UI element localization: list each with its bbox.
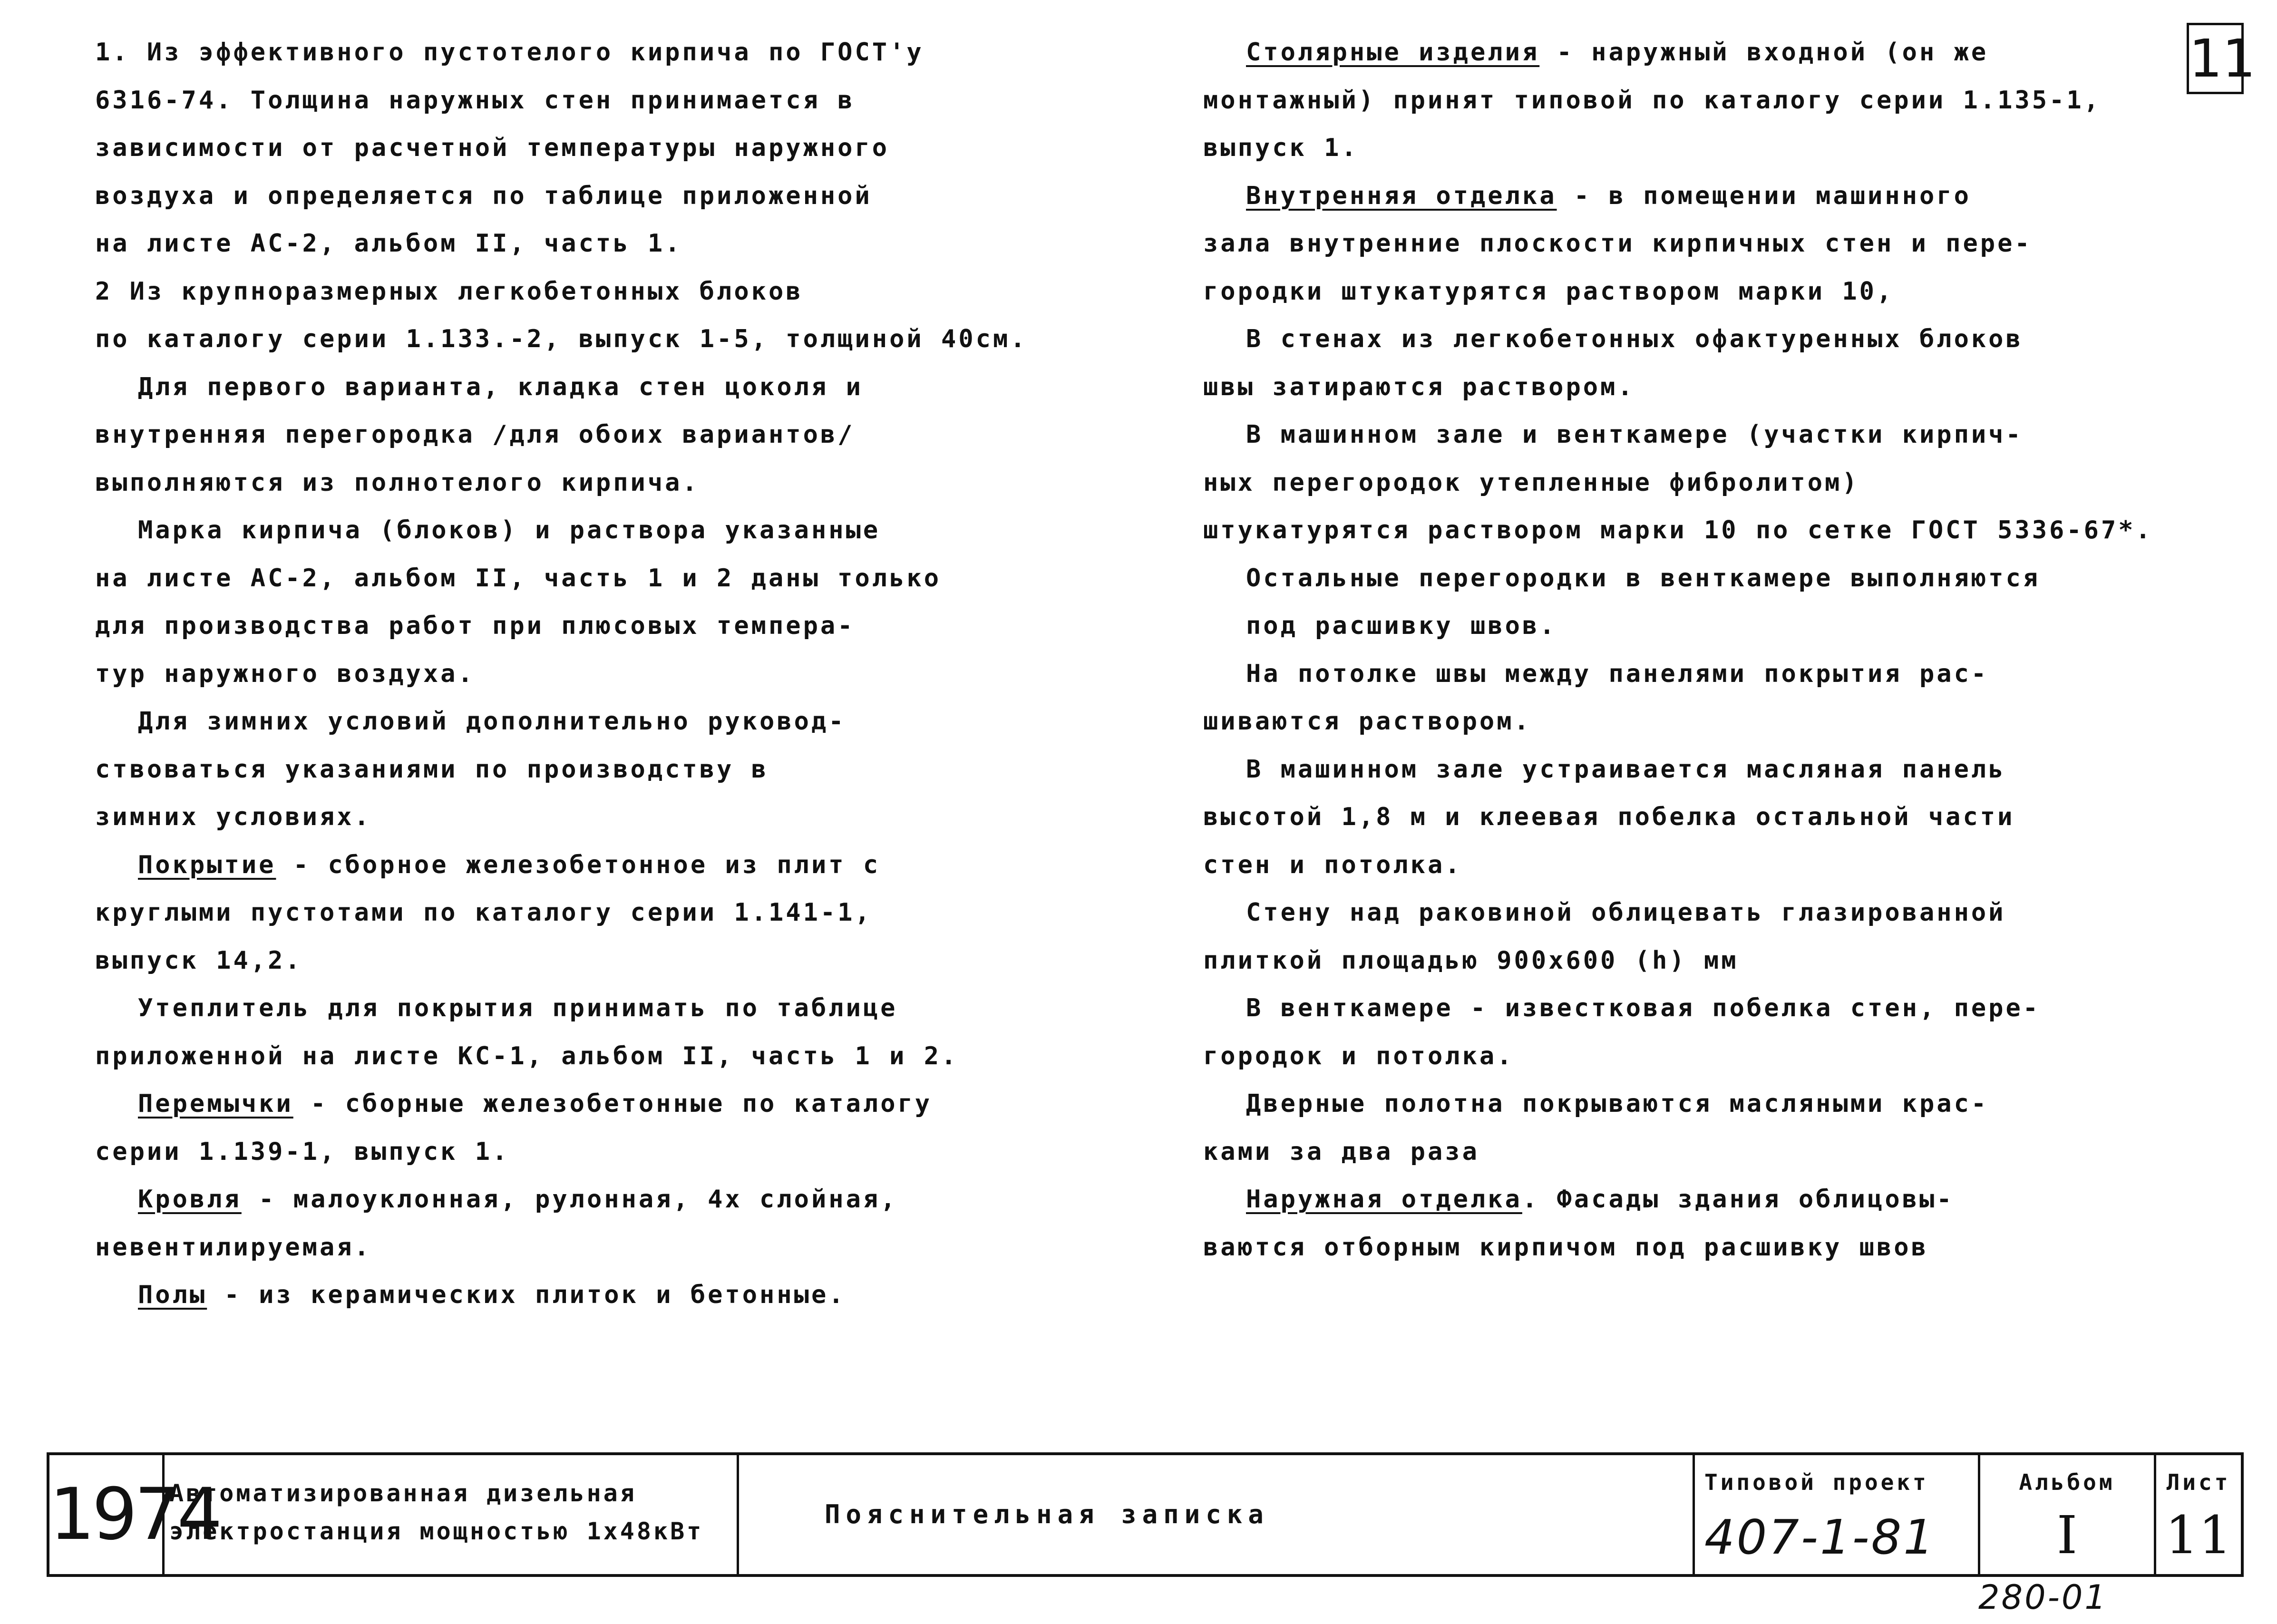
text-line [95,1224,1118,1272]
title-block-year: 1974 [49,1455,165,1574]
line-text: монтажный) принят типовой по каталогу серии 1.135-1, [1203,86,2101,115]
section-heading: Внутренняя отделка [1246,181,1557,210]
line-text: - наружный входной (он же [1539,38,1989,67]
right-text-column [1203,29,2207,1271]
text-line [1203,793,2207,841]
text-line [95,1176,1118,1224]
text-line [95,1271,1118,1319]
line-text: высотой 1,8 м и клеевая побелка остальной части [1203,803,2015,831]
line-text: В стенах из легкобетонных офактуренных блоков [1246,325,2023,353]
line-text: Стену над раковиной облицевать глазированной [1246,898,2006,927]
text-line [95,506,1118,554]
line-text: воздуха и определяется по таблице приложенной [95,181,872,210]
text-line [95,650,1118,698]
line-text: круглыми пустотами по каталогу серии 1.141-1, [95,898,872,927]
line-text: штукатурятся раствором марки 10 по сетке ГОСТ 5336-67*. [1203,516,2153,545]
text-line [1203,29,2207,77]
text-line [95,411,1118,459]
text-line [95,1032,1118,1080]
text-line [1203,363,2207,411]
text-line [95,1128,1118,1176]
description-line-2: электростанция мощностью 1х48кВт [169,1517,704,1545]
text-line [1203,315,2207,363]
line-text: на листе АС-2, альбом II, часть 1 и 2 даны только [95,564,942,593]
text-line [95,984,1118,1032]
document-title: Пояснительная записка [825,1499,1269,1529]
line-text: В машинном зале устраивается масляная панель [1246,755,2006,784]
text-line [1203,698,2207,746]
text-line [95,459,1118,507]
line-text: 6316-74. Толщина наружных стен принимается в [95,86,855,115]
text-line [1203,1176,2207,1224]
text-line [1203,411,2207,459]
text-line [95,793,1118,841]
title-block [47,1452,2244,1577]
text-line [95,937,1118,985]
text-line [1203,506,2207,554]
text-line [1203,172,2207,220]
line-text: швы затираются раствором. [1203,372,1635,401]
text-line [1203,77,2207,125]
line-text: ных перегородок утепленные фибролитом) [1203,468,1859,497]
line-text: серии 1.139-1, выпуск 1. [95,1137,510,1166]
text-line [1203,554,2207,603]
title-block-document-title [739,1455,1695,1574]
text-line [1203,459,2207,507]
line-text: приложенной на листе КС-1, альбом II, часть 1 и 2. [95,1041,959,1070]
text-line [95,1080,1118,1128]
text-line [1203,937,2207,985]
line-text: городки штукатурятся раствором марки 10, [1203,277,1894,306]
line-text: на листе АС-2, альбом II, часть 1. [95,229,682,258]
line-text: городок и потолка. [1203,1041,1514,1070]
line-text: Марка кирпича (блоков) и раствора указанные [138,516,881,545]
archive-number: 280-01 [1978,1578,2108,1617]
section-heading: Наружная отделка [1246,1185,1522,1214]
text-line [95,554,1118,603]
line-text: зависимости от расчетной температуры наружного [95,134,890,162]
text-line [1203,220,2207,268]
project-label: Типовой проект [1704,1469,1929,1495]
line-text: для производства работ при плюсовых темпера- [95,612,855,640]
line-text: - сборные железобетонные по каталогу [293,1089,933,1118]
line-text: Дверные полотна покрываются масляными крас- [1246,1089,1989,1118]
text-line [95,841,1118,889]
project-number: 407-1-81 [1704,1509,1936,1565]
text-line [95,220,1118,268]
text-line [1203,650,2207,698]
text-line [1203,841,2207,889]
section-heading: Кровля [138,1185,242,1214]
line-text: 1. Из эффективного пустотелого кирпича по ГОСТ'у [95,38,924,67]
sheet-label: Лист [2166,1469,2231,1495]
text-line [1203,1080,2207,1128]
line-text: Для первого варианта, кладка стен цоколя и [138,372,863,401]
line-text: по каталогу серии 1.133.-2, выпуск 1-5, толщиной 40см. [95,325,1028,353]
line-text: невентилируемая. [95,1233,371,1262]
left-text-column [95,29,1118,1319]
section-heading: Столярные изделия [1246,38,1540,67]
title-block-project [1695,1455,1980,1574]
line-text: - из керамических плиток и бетонные. [207,1281,846,1309]
description-line-1: Автоматизированная дизельная [169,1479,637,1507]
line-text: ваются отборным кирпичом под расшивку швов [1203,1233,1928,1262]
text-line [1203,602,2207,650]
text-line [95,363,1118,411]
text-line [95,124,1118,172]
text-line [1203,984,2207,1032]
text-line [1203,268,2207,316]
line-text: Утеплитель для покрытия принимать по таблице [138,994,898,1022]
text-line [95,698,1118,746]
text-line [1203,1224,2207,1272]
text-line [95,602,1118,650]
line-text: тур наружного воздуха. [95,659,475,688]
text-line [1203,1128,2207,1176]
line-text: выпуск 14,2. [95,946,302,975]
sheet-number-corner: 11 [2187,23,2244,94]
title-block-description [165,1455,739,1574]
line-text: На потолке швы между панелями покрытия рас- [1246,659,1989,688]
text-line [95,29,1118,77]
text-line [1203,889,2207,937]
line-text: В машинном зале и венткамере (участки кирпич- [1246,420,2023,449]
text-line [95,889,1118,937]
line-text: выпуск 1. [1203,134,1359,162]
line-text: Остальные перегородки в венткамере выполняются [1246,564,2041,593]
line-text: стен и потолка. [1203,850,1462,879]
title-block-sheet [2156,1455,2241,1574]
section-heading: Покрытие [138,850,276,879]
line-text: 2 Из крупноразмерных легкобетонных блоков [95,277,803,306]
text-line [1203,124,2207,172]
line-text: ствоваться указаниями по производству в [95,755,769,784]
text-line [95,746,1118,794]
line-text: зала внутренние плоскости кирпичных стен и пере- [1203,229,2032,258]
line-text: под расшивку швов. [1246,612,1557,640]
sheet-value: 11 [2165,1505,2232,1566]
text-line [95,77,1118,125]
section-heading: Перемычки [138,1089,293,1118]
text-line [95,268,1118,316]
text-line [1203,1032,2207,1080]
line-text: . Фасады здания облицовы- [1522,1185,1954,1214]
text-line [95,172,1118,220]
line-text: В венткамере - известковая побелка стен, пере- [1246,994,2041,1022]
text-line [1203,746,2207,794]
album-value: I [2056,1505,2078,1566]
line-text: Для зимних условий дополнительно руковод- [138,707,846,736]
line-text: ками за два раза [1203,1137,1479,1166]
album-label: Альбом [2019,1469,2115,1495]
line-text: - сборное железобетонное из плит с [276,850,881,879]
text-line [95,315,1118,363]
line-text: - малоуклонная, рулонная, 4х слойная, [241,1185,898,1214]
line-text: выполняются из полнотелого кирпича. [95,468,700,497]
line-text: плиткой площадью 900х600 (h) мм [1203,946,1739,975]
line-text: зимних условиях. [95,803,371,831]
title-block-album [1980,1455,2156,1574]
line-text: шиваются раствором. [1203,707,1531,736]
line-text: - в помещении машинного [1557,181,1971,210]
section-heading: Полы [138,1281,207,1309]
line-text: внутренняя перегородка /для обоих вариантов/ [95,420,855,449]
